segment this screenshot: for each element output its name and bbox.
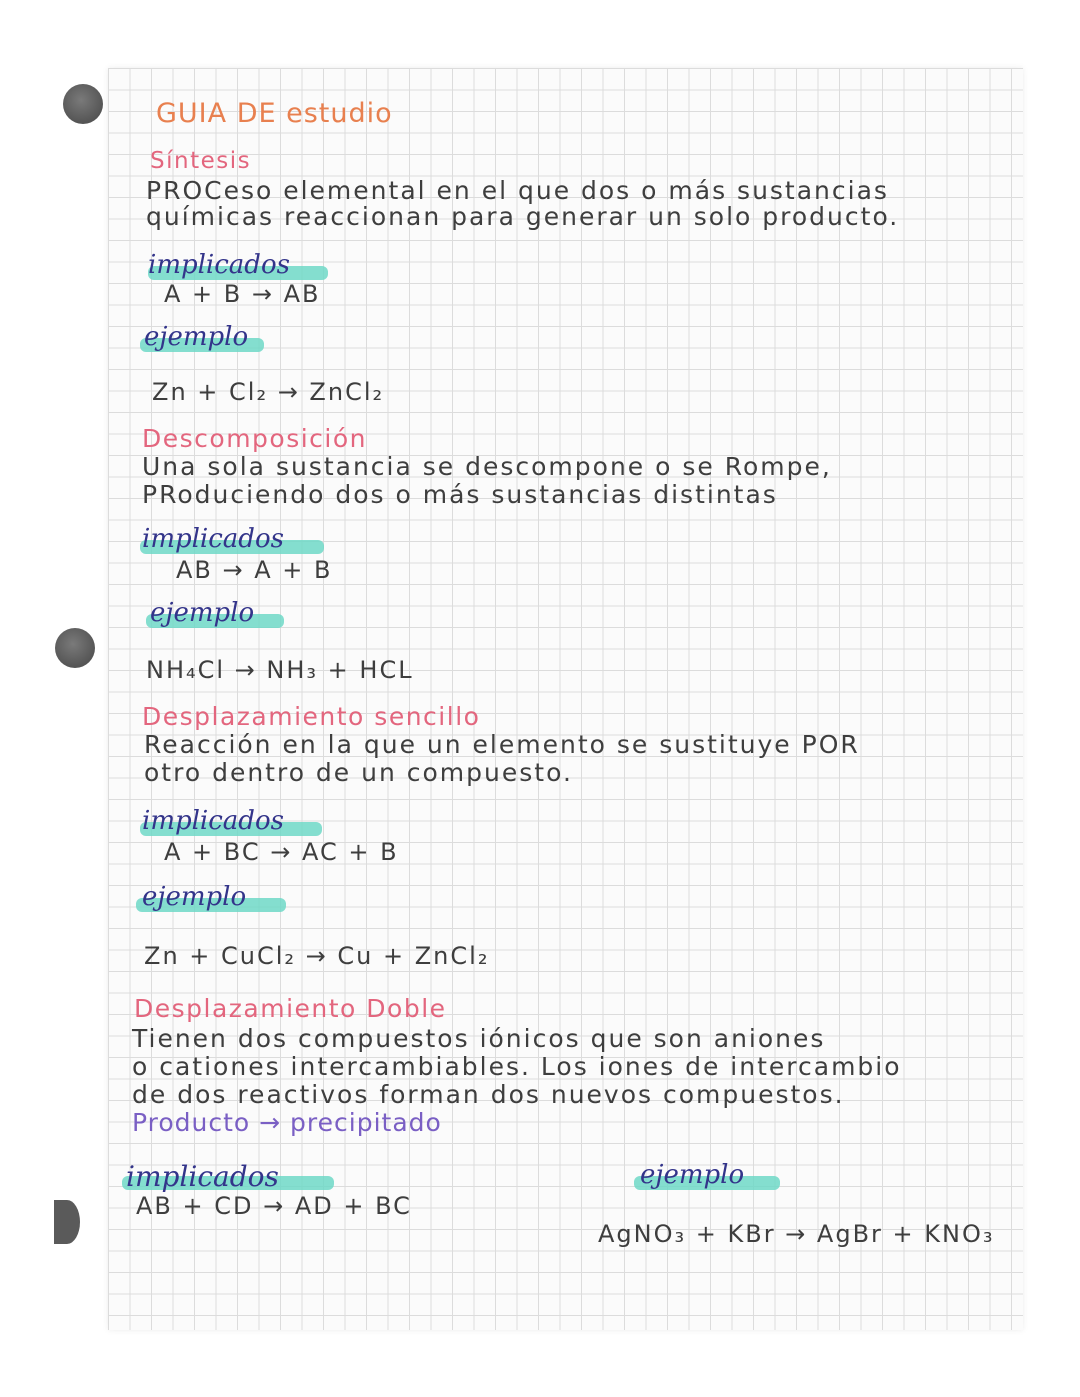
section-heading-sintesis: Síntesis (150, 148, 252, 174)
section-text-line: químicas reaccionan para generar un solo producto. (146, 202, 900, 231)
section-heading-desplazamiento-sencillo: Desplazamiento sencillo (142, 702, 481, 731)
implicados-equation: A + BC → AC + B (164, 838, 399, 866)
implicados-label: implicados (142, 524, 284, 554)
implicados-equation: AB → A + B (176, 556, 333, 584)
binder-hole-middle (55, 628, 95, 668)
section-heading-desplazamiento-doble: Desplazamiento Doble (134, 994, 447, 1023)
ejemplo-label: ejemplo (142, 882, 247, 912)
binder-hole-bottom (54, 1200, 80, 1244)
implicados-equation: A + B → AB (164, 280, 321, 308)
section-heading-descomposicion: Descomposición (142, 424, 368, 453)
ejemplo-label: ejemplo (144, 322, 249, 352)
section-text-line: de dos reactivos forman dos nuevos compuestos. (132, 1080, 845, 1109)
ejemplo-equation: AgNO₃ + KBr → AgBr + KNO₃ (598, 1220, 995, 1248)
page-title: GUIA DE estudio (156, 98, 393, 129)
binder-hole-top (63, 84, 103, 124)
implicados-equation: AB + CD → AD + BC (136, 1192, 412, 1220)
ejemplo-label: ejemplo (150, 598, 255, 628)
section-note: Producto → precipitado (132, 1108, 442, 1137)
implicados-label: implicados (142, 806, 284, 836)
implicados-label: implicados (126, 1160, 279, 1193)
section-text-line: PRoduciendo dos o más sustancias distintas (142, 480, 778, 509)
implicados-label: implicados (148, 250, 290, 280)
ejemplo-label: ejemplo (640, 1160, 745, 1190)
ejemplo-equation: Zn + CuCl₂ → Cu + ZnCl₂ (144, 942, 490, 970)
section-text-line: Una sola sustancia se descompone o se Rompe, (142, 452, 832, 481)
section-text-line: PROCeso elemental en el que dos o más sustancias (146, 176, 889, 205)
section-text-line: otro dentro de un compuesto. (144, 758, 573, 787)
ejemplo-equation: NH₄Cl → NH₃ + HCL (146, 656, 414, 684)
section-text-line: Tienen dos compuestos iónicos que son aniones (132, 1024, 826, 1053)
section-text-line: o cationes intercambiables. Los iones de intercambio (132, 1052, 902, 1081)
section-text-line: Reacción en la que un elemento se sustituye POR (144, 730, 860, 759)
ejemplo-equation: Zn + Cl₂ → ZnCl₂ (152, 378, 385, 406)
